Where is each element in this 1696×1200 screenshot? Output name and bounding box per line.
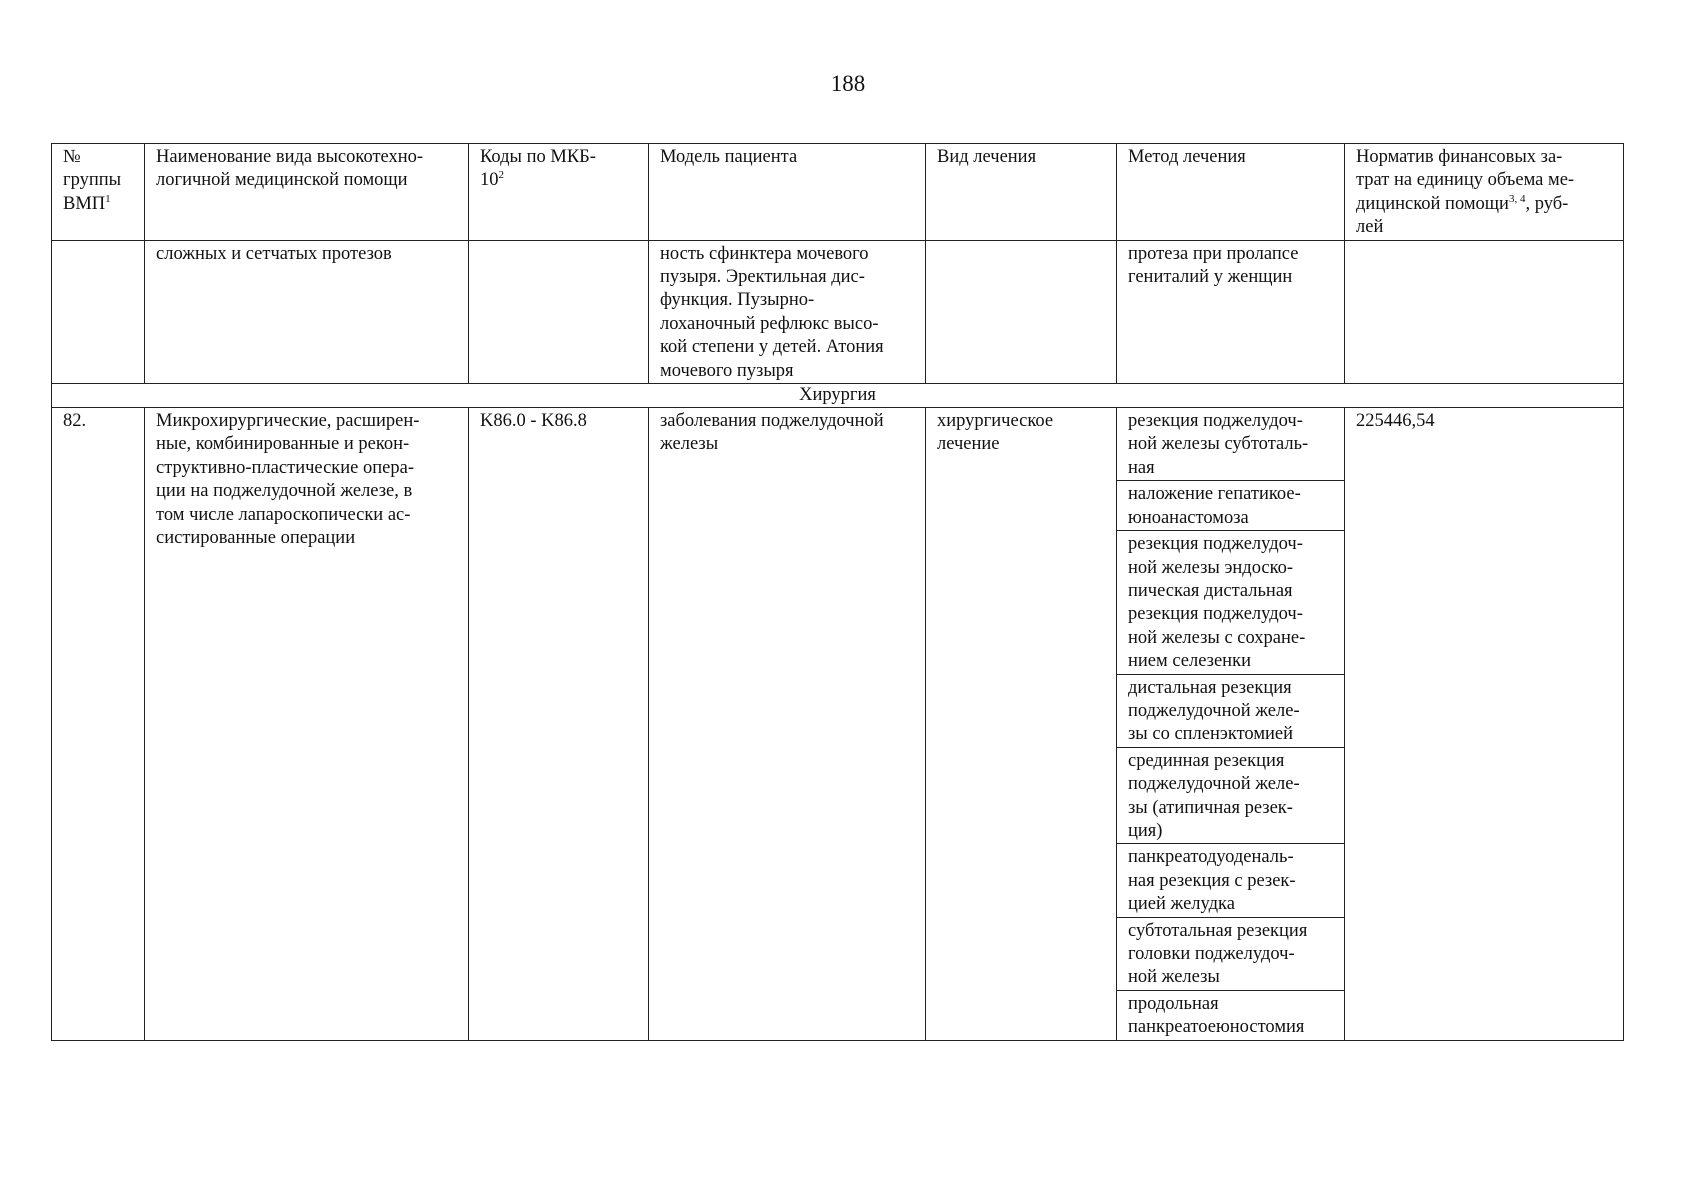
cont-cost-norm [1345, 240, 1624, 383]
method-item: наложение гепатикое- юноанастомоза [1117, 481, 1344, 531]
treatment-methods [1117, 408, 1345, 1041]
cont-icd-codes [469, 240, 649, 383]
section-row [52, 384, 1624, 408]
method-item: срединная резекция поджелудочной желе- зы (атипичная резек- ция) [1117, 748, 1344, 845]
method-item: субтотальная резекция головки поджелудоч- ной железы [1117, 918, 1344, 991]
vmp-table [51, 143, 1624, 1041]
cont-care-type: сложных и сетчатых протезов [145, 240, 469, 383]
method-item: дистальная резекция поджелудочной желе- зы со спленэктомией [1117, 675, 1344, 748]
cont-patient-model: ность сфинктера мочевого пузыря. Эректильная дис- функция. Пузырно- лоханочный рефлюкс высо- кой степени у детей. Атония мочевого пузыря [649, 240, 926, 383]
method-item: резекция поджелудоч- ной железы эндоско- пическая дистальная резекция поджелудоч- ной железы с сохране- нием селезенки [1117, 531, 1344, 674]
treatment-type: хирургическое лечение [926, 408, 1117, 1041]
continuation-row [52, 240, 1624, 383]
header-patient-model: Модель пациента [649, 144, 926, 241]
header-cost-norm: Норматив финансовых за- трат на единицу объема ме- дицинской помощи$^{3, 4}$, руб- лей [1345, 144, 1624, 241]
method-item: панкреатодуоденаль- ная резекция с резек- цией желудка [1117, 844, 1344, 917]
method-item: продольная панкреатоеюностомия [1128, 993, 1305, 1038]
header-group-no: № группы ВМП$^1$ [52, 144, 145, 241]
cont-group-no [52, 240, 145, 383]
cost-norm: 225446,54 [1345, 408, 1624, 1041]
section-title: Хирургия [52, 384, 1624, 408]
cont-treatment-method: протеза при пролапсе гениталий у женщин [1117, 240, 1345, 383]
group-no: 82. [52, 408, 145, 1041]
header-treatment-method: Метод лечения [1117, 144, 1345, 241]
header-care-type: Наименование вида высокотехно- логичной медицинской помощи [145, 144, 469, 241]
care-type: Микрохирургические, расширен- ные, комбинированные и рекон- структивно-пластические опера- ции на поджелудочной железе, в том числе лапароскопически ас- систированные операции [145, 408, 469, 1041]
patient-model: заболевания поджелудочной железы [649, 408, 926, 1041]
header-row [52, 144, 1624, 241]
icd-codes: K86.0 - K86.8 [469, 408, 649, 1041]
method-item: резекция поджелудоч- ной железы субтоталь- ная [1117, 408, 1344, 481]
page-number: 188 [830, 71, 866, 96]
header-treatment-type: Вид лечения [926, 144, 1117, 241]
header-icd-codes: Коды по МКБ- $10^2$ [469, 144, 649, 241]
cont-treatment-type [926, 240, 1117, 383]
group-row [52, 408, 1624, 1041]
